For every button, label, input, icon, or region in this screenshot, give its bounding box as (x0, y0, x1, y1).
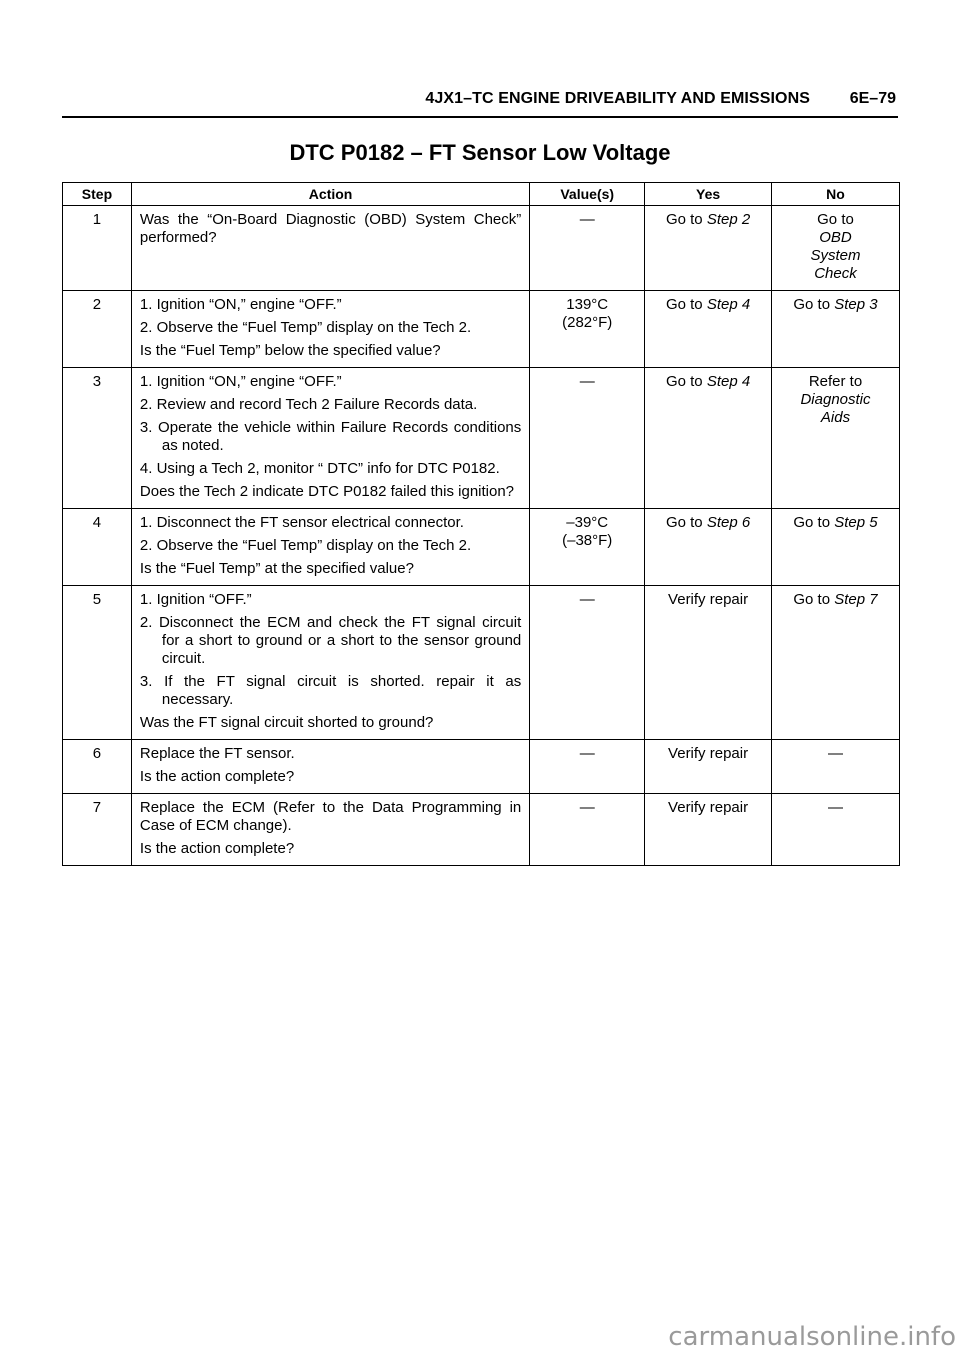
no-result-link[interactable]: Step 5 (834, 514, 878, 531)
no-result-cell (771, 368, 899, 509)
no-result-prefix: Go to (793, 514, 835, 531)
column-header-step: Step (63, 183, 132, 206)
yes-result-prefix: Go to (665, 211, 707, 228)
step-number: 7 (63, 794, 132, 866)
action-cell (131, 368, 529, 509)
no-result-prefix: Go to (793, 296, 835, 313)
table-header-row (63, 183, 900, 206)
no-result-cell (771, 291, 899, 368)
step-number: 2 (63, 291, 132, 368)
column-header-no: No (771, 183, 899, 206)
step-number: 4 (63, 509, 132, 586)
table-row (63, 291, 900, 368)
yes-result-cell (645, 368, 772, 509)
yes-result-cell (645, 740, 772, 794)
action-line: Is the action complete? (139, 840, 295, 857)
action-cell (131, 206, 529, 291)
value-cell (530, 509, 645, 586)
action-cell (131, 291, 529, 368)
no-result-link[interactable]: Diagnostic Aids (800, 391, 871, 426)
table-row (63, 206, 900, 291)
yes-result-prefix: Go to (665, 373, 707, 390)
yes-result-link[interactable]: Step 4 (706, 296, 751, 313)
action-line: Does the Tech 2 indicate DTC P0182 failed this ignition? (139, 483, 515, 500)
action-line: 1. Ignition “ON,” engine “OFF.” (139, 296, 342, 313)
no-result-text: — (827, 745, 843, 762)
action-line: 2. Disconnect the ECM and check the FT signal circuit for a short to ground or a short to the sensor ground circuit. (139, 614, 522, 667)
no-result-prefix: Go to (817, 211, 854, 228)
action-line: 1. Ignition “OFF.” (139, 591, 252, 608)
action-line: 3. Operate the vehicle within Failure Records conditions as noted. (139, 419, 522, 454)
header-section-title: 4JX1–TC ENGINE DRIVEABILITY AND EMISSIONS (425, 90, 810, 107)
value-cell (530, 740, 645, 794)
yes-result-cell (645, 794, 772, 866)
yes-result-link[interactable]: Step 2 (706, 211, 751, 228)
yes-result-text: Verify repair (668, 591, 749, 608)
value-line: — (579, 799, 595, 816)
table-row (63, 740, 900, 794)
header-page-number: 6E–79 (849, 90, 896, 107)
no-result-cell (771, 206, 899, 291)
no-result-cell (771, 509, 899, 586)
page-title: DTC P0182 – FT Sensor Low Voltage (289, 140, 671, 165)
step-number: 3 (63, 368, 132, 509)
no-result-cell (771, 740, 899, 794)
value-cell (530, 206, 645, 291)
action-line: Replace the FT sensor. (139, 745, 295, 762)
value-line: (282°F) (562, 314, 613, 331)
action-line: 2. Observe the “Fuel Temp” display on the Tech 2. (139, 319, 472, 336)
no-result-link[interactable]: Step 7 (834, 591, 878, 608)
yes-result-cell (645, 586, 772, 740)
yes-result-link[interactable]: Step 6 (706, 514, 751, 531)
value-line: — (579, 591, 595, 608)
action-cell (131, 509, 529, 586)
yes-result-link[interactable]: Step 4 (706, 373, 751, 390)
no-result-cell (771, 794, 899, 866)
yes-result-prefix: Go to (665, 296, 707, 313)
value-line: — (579, 373, 595, 390)
column-header-yes: Yes (645, 183, 772, 206)
table-body (63, 206, 900, 866)
value-line: –39°C (566, 514, 609, 531)
value-line: — (579, 211, 595, 228)
action-line: 1. Ignition “ON,” engine “OFF.” (139, 373, 342, 390)
action-line: 3. If the FT signal circuit is shorted. repair it as necessary. (139, 673, 522, 708)
column-header-action: Action (131, 183, 529, 206)
step-number: 1 (63, 206, 132, 291)
value-cell (530, 291, 645, 368)
value-cell (530, 586, 645, 740)
table-row (63, 368, 900, 509)
value-line: 139°C (566, 296, 609, 313)
yes-result-prefix: Go to (665, 514, 707, 531)
value-cell (530, 368, 645, 509)
no-result-cell (771, 586, 899, 740)
watermark-text: carmanualsonline.info (668, 1322, 956, 1352)
no-result-text: — (827, 799, 843, 816)
no-result-prefix: Go to (793, 591, 835, 608)
column-header-values: Value(s) (530, 183, 645, 206)
action-line: Was the FT signal circuit shorted to ground? (139, 714, 434, 731)
action-line: 1. Disconnect the FT sensor electrical connector. (139, 514, 464, 531)
no-result-link[interactable]: Step 3 (834, 296, 878, 313)
yes-result-text: Verify repair (668, 745, 749, 762)
yes-result-cell (645, 291, 772, 368)
no-result-prefix: Refer to (808, 373, 863, 390)
table-row (63, 586, 900, 740)
action-line: 2. Review and record Tech 2 Failure Records data. (139, 396, 478, 413)
yes-result-cell (645, 206, 772, 291)
action-line: Is the action complete? (139, 768, 295, 785)
value-line: (–38°F) (562, 532, 613, 549)
diagnostic-table (62, 182, 900, 866)
table-row (63, 794, 900, 866)
action-cell (131, 586, 529, 740)
action-cell (131, 794, 529, 866)
value-cell (530, 794, 645, 866)
yes-result-text: Verify repair (668, 799, 749, 816)
action-line: Is the “Fuel Temp” below the specified value? (139, 342, 441, 359)
action-line: Was the “On-Board Diagnostic (OBD) System Check” performed? (139, 211, 522, 246)
action-line: 2. Observe the “Fuel Temp” display on the Tech 2. (139, 537, 472, 554)
action-line: Replace the ECM (Refer to the Data Programming in Case of ECM change). (139, 799, 522, 834)
page-header (62, 90, 898, 118)
action-cell (131, 740, 529, 794)
table-row (63, 509, 900, 586)
action-line: 4. Using a Tech 2, monitor “ DTC” info for DTC P0182. (139, 460, 500, 477)
yes-result-cell (645, 509, 772, 586)
step-number: 5 (63, 586, 132, 740)
value-line: — (579, 745, 595, 762)
no-result-link[interactable]: OBD System Check (810, 229, 861, 282)
step-number: 6 (63, 740, 132, 794)
action-line: Is the “Fuel Temp” at the specified value? (139, 560, 414, 577)
